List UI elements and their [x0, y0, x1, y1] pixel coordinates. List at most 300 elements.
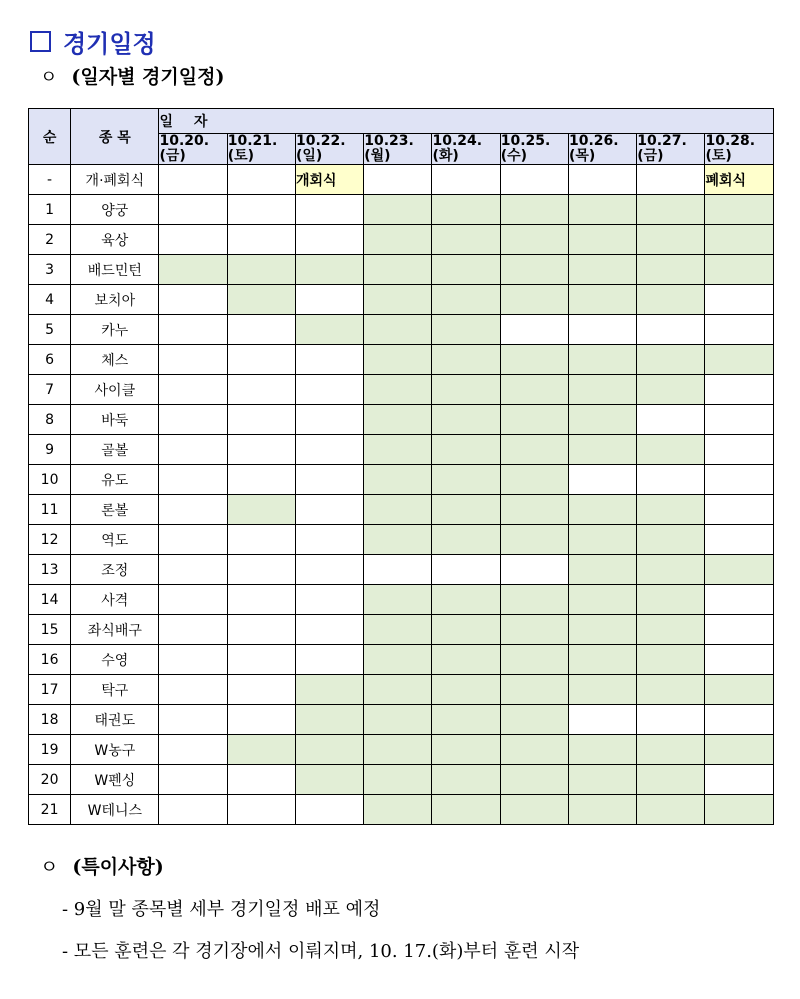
row-number: 8 [29, 405, 71, 435]
checkbox-square-icon [30, 31, 51, 52]
competition-day-cell [295, 705, 363, 735]
schedule-cell [295, 225, 363, 255]
row-number: 21 [29, 795, 71, 825]
schedule-cell [705, 285, 774, 315]
competition-day-cell [568, 495, 636, 525]
table-row [29, 255, 774, 285]
table-row [29, 705, 774, 735]
schedule-cell [227, 675, 295, 705]
schedule-cell [159, 495, 227, 525]
table-row [29, 375, 774, 405]
competition-day-cell [364, 225, 432, 255]
schedule-cell [227, 315, 295, 345]
table-row [29, 735, 774, 765]
competition-day-cell [159, 255, 227, 285]
schedule-cell [705, 405, 774, 435]
schedule-cell [159, 225, 227, 255]
schedule-cell [227, 555, 295, 585]
competition-day-cell [637, 345, 705, 375]
header-date [637, 134, 705, 165]
competition-day-cell [364, 405, 432, 435]
competition-day-cell [705, 735, 774, 765]
schedule-cell [227, 375, 295, 405]
header-date-day: 10.27. [637, 133, 687, 149]
row-number: 10 [29, 465, 71, 495]
schedule-cell [500, 165, 568, 195]
competition-day-cell [295, 735, 363, 765]
sport-name: 론볼 [71, 495, 159, 525]
header-date-day: 10.26. [568, 133, 619, 149]
schedule-cell [705, 525, 774, 555]
table-row [29, 555, 774, 585]
subtitle [40, 62, 224, 89]
sport-name: 골볼 [71, 435, 159, 465]
competition-day-cell [295, 675, 363, 705]
schedule-cell [568, 315, 636, 345]
competition-day-cell [432, 765, 500, 795]
row-number: 19 [29, 735, 71, 765]
competition-day-cell [568, 645, 636, 675]
row-number: - [29, 165, 71, 195]
competition-day-cell [364, 615, 432, 645]
competition-day-cell [295, 315, 363, 345]
schedule-cell [295, 375, 363, 405]
notes-section [40, 852, 579, 963]
sport-name: 태권도 [71, 705, 159, 735]
competition-day-cell [705, 675, 774, 705]
header-num: 순 [29, 109, 71, 165]
competition-day-cell [364, 735, 432, 765]
schedule-cell [159, 795, 227, 825]
header-date-weekday: (금) [637, 148, 664, 164]
schedule-cell [227, 645, 295, 675]
competition-day-cell [500, 735, 568, 765]
competition-day-cell [568, 375, 636, 405]
schedule-cell [159, 645, 227, 675]
row-number: 5 [29, 315, 71, 345]
table-row [29, 675, 774, 705]
schedule-cell [159, 285, 227, 315]
schedule-cell [637, 465, 705, 495]
competition-day-cell [637, 735, 705, 765]
table-row [29, 285, 774, 315]
header-date-day: 10.28. [705, 133, 756, 149]
sport-name: 수영 [71, 645, 159, 675]
competition-day-cell [432, 405, 500, 435]
competition-day-cell [568, 795, 636, 825]
bullet-icon: ㅇ [40, 856, 59, 878]
schedule-cell [159, 765, 227, 795]
header-date-weekday: (목) [568, 148, 596, 164]
schedule-cell [364, 555, 432, 585]
sport-name: 보치아 [71, 285, 159, 315]
schedule-cell [295, 525, 363, 555]
competition-day-cell [432, 735, 500, 765]
note-item: - 9월 말 종목별 세부 경기일정 배포 예정 [62, 899, 381, 920]
competition-day-cell [500, 675, 568, 705]
competition-day-cell [568, 765, 636, 795]
schedule-cell [227, 225, 295, 255]
competition-day-cell [568, 675, 636, 705]
row-number: 18 [29, 705, 71, 735]
schedule-cell [364, 165, 432, 195]
competition-day-cell [364, 465, 432, 495]
schedule-cell [159, 585, 227, 615]
competition-day-cell [500, 765, 568, 795]
schedule-cell [705, 375, 774, 405]
section-title [26, 26, 156, 56]
schedule-cell [705, 465, 774, 495]
header-date [568, 134, 636, 165]
competition-day-cell [568, 555, 636, 585]
schedule-cell [295, 465, 363, 495]
competition-day-cell [637, 225, 705, 255]
schedule-cell [295, 585, 363, 615]
schedule-cell [705, 705, 774, 735]
sport-name: W테니스 [71, 795, 159, 825]
schedule-cell [227, 435, 295, 465]
header-date-weekday: (토) [705, 148, 732, 164]
table-row [29, 525, 774, 555]
sport-name: 사이클 [71, 375, 159, 405]
header-date-day: 10.21. [227, 133, 278, 149]
competition-day-cell [364, 585, 432, 615]
competition-day-cell [500, 585, 568, 615]
sport-name: 유도 [71, 465, 159, 495]
competition-day-cell [432, 315, 500, 345]
header-date [432, 134, 500, 165]
header-date-weekday: (토) [227, 148, 255, 164]
row-number: 17 [29, 675, 71, 705]
table-row [29, 585, 774, 615]
competition-day-cell [705, 255, 774, 285]
sport-name: 조정 [71, 555, 159, 585]
subtitle-text: (일자별 경기일정) [71, 66, 225, 88]
header-dates: 일 자 [159, 109, 774, 134]
schedule-cell [295, 495, 363, 525]
table-row [29, 615, 774, 645]
row-number: 11 [29, 495, 71, 525]
schedule-cell [568, 165, 636, 195]
competition-day-cell [637, 525, 705, 555]
competition-day-cell [432, 585, 500, 615]
competition-day-cell [295, 765, 363, 795]
schedule-cell [227, 525, 295, 555]
table-row [29, 645, 774, 675]
schedule-cell [159, 435, 227, 465]
schedule-cell [227, 795, 295, 825]
schedule-cell [705, 615, 774, 645]
competition-day-cell [364, 195, 432, 225]
table-row [29, 795, 774, 825]
schedule-cell [227, 165, 295, 195]
competition-day-cell [432, 375, 500, 405]
competition-day-cell [432, 525, 500, 555]
section-title-text: 경기일정 [63, 29, 156, 58]
header-date [364, 134, 432, 165]
competition-day-cell [227, 285, 295, 315]
competition-day-cell [364, 645, 432, 675]
header-date [500, 134, 568, 165]
competition-day-cell [364, 345, 432, 375]
competition-day-cell [227, 495, 295, 525]
header-date [159, 134, 227, 165]
competition-day-cell [500, 645, 568, 675]
schedule-cell [159, 525, 227, 555]
table-row [29, 435, 774, 465]
competition-day-cell [705, 195, 774, 225]
sport-name: 개·폐회식 [71, 165, 159, 195]
competition-day-cell [705, 345, 774, 375]
table-row [29, 765, 774, 795]
competition-day-cell [705, 225, 774, 255]
opening-ceremony-cell: 개회식 [295, 165, 363, 195]
competition-day-cell [432, 615, 500, 645]
schedule-cell [568, 705, 636, 735]
schedule-cell [500, 555, 568, 585]
sport-name: 탁구 [71, 675, 159, 705]
schedule-cell [295, 285, 363, 315]
competition-day-cell [500, 465, 568, 495]
closing-ceremony-cell: 폐회식 [705, 165, 774, 195]
competition-day-cell [500, 405, 568, 435]
competition-day-cell [364, 255, 432, 285]
schedule-cell [159, 465, 227, 495]
schedule-cell [637, 405, 705, 435]
schedule-cell [159, 735, 227, 765]
row-number: 12 [29, 525, 71, 555]
schedule-cell [159, 615, 227, 645]
competition-day-cell [568, 195, 636, 225]
schedule-cell [227, 705, 295, 735]
schedule-cell [227, 585, 295, 615]
competition-day-cell [364, 765, 432, 795]
schedule-cell [705, 315, 774, 345]
row-number: 1 [29, 195, 71, 225]
competition-day-cell [500, 345, 568, 375]
sport-name: 사격 [71, 585, 159, 615]
competition-day-cell [227, 255, 295, 285]
sport-name: 양궁 [71, 195, 159, 225]
sport-name: 역도 [71, 525, 159, 555]
schedule-cell [227, 195, 295, 225]
competition-day-cell [637, 795, 705, 825]
competition-day-cell [432, 675, 500, 705]
competition-day-cell [637, 765, 705, 795]
competition-day-cell [364, 675, 432, 705]
competition-day-cell [500, 525, 568, 555]
row-number: 4 [29, 285, 71, 315]
table-row [29, 405, 774, 435]
schedule-cell [295, 435, 363, 465]
schedule-cell [295, 615, 363, 645]
competition-day-cell [568, 405, 636, 435]
row-number: 20 [29, 765, 71, 795]
schedule-cell [705, 585, 774, 615]
competition-day-cell [637, 195, 705, 225]
competition-day-cell [364, 435, 432, 465]
competition-day-cell [432, 255, 500, 285]
table-row [29, 195, 774, 225]
competition-day-cell [568, 285, 636, 315]
row-number: 2 [29, 225, 71, 255]
schedule-cell [159, 315, 227, 345]
schedule-table [28, 108, 774, 825]
sport-name: W농구 [71, 735, 159, 765]
table-row [29, 465, 774, 495]
schedule-cell [227, 765, 295, 795]
schedule-cell [705, 435, 774, 465]
competition-day-cell [637, 285, 705, 315]
ceremony-row [29, 165, 774, 195]
competition-day-cell [568, 735, 636, 765]
competition-day-cell [705, 555, 774, 585]
header-date [295, 134, 363, 165]
schedule-cell [227, 615, 295, 645]
schedule-cell [637, 165, 705, 195]
notes-heading-text: (특이사항) [72, 856, 164, 878]
competition-day-cell [432, 345, 500, 375]
competition-day-cell [568, 435, 636, 465]
competition-day-cell [705, 795, 774, 825]
competition-day-cell [637, 435, 705, 465]
schedule-cell [159, 405, 227, 435]
competition-day-cell [295, 255, 363, 285]
row-number: 3 [29, 255, 71, 285]
competition-day-cell [432, 495, 500, 525]
schedule-cell [227, 465, 295, 495]
competition-day-cell [432, 465, 500, 495]
sport-name: 육상 [71, 225, 159, 255]
header-date [227, 134, 295, 165]
competition-day-cell [568, 345, 636, 375]
competition-day-cell [364, 795, 432, 825]
schedule-cell [705, 495, 774, 525]
competition-day-cell [500, 225, 568, 255]
competition-day-cell [432, 795, 500, 825]
schedule-cell [500, 315, 568, 345]
schedule-cell [159, 195, 227, 225]
competition-day-cell [500, 795, 568, 825]
schedule-cell [705, 765, 774, 795]
schedule-cell [295, 345, 363, 375]
note-item: - 모든 훈련은 각 경기장에서 이뤄지며, 10. 17.(화)부터 훈련 시작 [62, 941, 580, 962]
schedule-cell [159, 375, 227, 405]
schedule-cell [227, 345, 295, 375]
header-date-day: 10.22. [295, 133, 346, 149]
header-date-day: 10.24. [432, 133, 483, 149]
schedule-cell [227, 405, 295, 435]
competition-day-cell [364, 705, 432, 735]
schedule-cell [159, 165, 227, 195]
competition-day-cell [500, 255, 568, 285]
row-number: 6 [29, 345, 71, 375]
sport-name: 좌식배구 [71, 615, 159, 645]
row-number: 7 [29, 375, 71, 405]
competition-day-cell [500, 615, 568, 645]
schedule-cell [705, 645, 774, 675]
competition-day-cell [500, 495, 568, 525]
schedule-cell [432, 555, 500, 585]
competition-day-cell [364, 495, 432, 525]
competition-day-cell [364, 315, 432, 345]
schedule-cell [295, 405, 363, 435]
competition-day-cell [568, 225, 636, 255]
schedule-cell [295, 645, 363, 675]
competition-day-cell [637, 645, 705, 675]
schedule-cell [432, 165, 500, 195]
header-date-day: 10.20. [159, 133, 210, 149]
competition-day-cell [637, 555, 705, 585]
competition-day-cell [637, 585, 705, 615]
schedule-cell [159, 345, 227, 375]
row-number: 13 [29, 555, 71, 585]
table-row [29, 315, 774, 345]
schedule-cell [637, 315, 705, 345]
competition-day-cell [364, 525, 432, 555]
header-date-weekday: (일) [295, 148, 323, 164]
table-row [29, 495, 774, 525]
competition-day-cell [500, 375, 568, 405]
competition-day-cell [500, 195, 568, 225]
schedule-cell [295, 795, 363, 825]
header-date-day: 10.25. [500, 133, 551, 149]
sport-name: 바둑 [71, 405, 159, 435]
table-row [29, 225, 774, 255]
schedule-cell [159, 555, 227, 585]
competition-day-cell [500, 435, 568, 465]
schedule-cell [159, 675, 227, 705]
schedule-cell [568, 465, 636, 495]
competition-day-cell [637, 675, 705, 705]
row-number: 14 [29, 585, 71, 615]
header-date-weekday: (수) [500, 148, 528, 164]
row-number: 9 [29, 435, 71, 465]
competition-day-cell [500, 705, 568, 735]
competition-day-cell [568, 585, 636, 615]
header-date-weekday: (금) [159, 148, 186, 164]
schedule-cell [295, 555, 363, 585]
competition-day-cell [432, 285, 500, 315]
competition-day-cell [432, 195, 500, 225]
sport-name: 배드민턴 [71, 255, 159, 285]
competition-day-cell [637, 375, 705, 405]
sport-name: 카누 [71, 315, 159, 345]
competition-day-cell [568, 525, 636, 555]
competition-day-cell [432, 225, 500, 255]
header-date-day: 10.23. [364, 133, 414, 149]
competition-day-cell [637, 495, 705, 525]
header-sport: 종 목 [71, 109, 159, 165]
sport-name: W펜싱 [71, 765, 159, 795]
competition-day-cell [432, 705, 500, 735]
sport-name: 체스 [71, 345, 159, 375]
competition-day-cell [432, 435, 500, 465]
schedule-cell [637, 705, 705, 735]
row-number: 15 [29, 615, 71, 645]
notes-heading [40, 852, 579, 879]
competition-day-cell [432, 645, 500, 675]
competition-day-cell [364, 375, 432, 405]
bullet-icon: ㅇ [40, 66, 58, 88]
schedule-cell [159, 705, 227, 735]
competition-day-cell [227, 735, 295, 765]
competition-day-cell [500, 285, 568, 315]
competition-day-cell [568, 615, 636, 645]
competition-day-cell [637, 255, 705, 285]
row-number: 16 [29, 645, 71, 675]
competition-day-cell [637, 615, 705, 645]
